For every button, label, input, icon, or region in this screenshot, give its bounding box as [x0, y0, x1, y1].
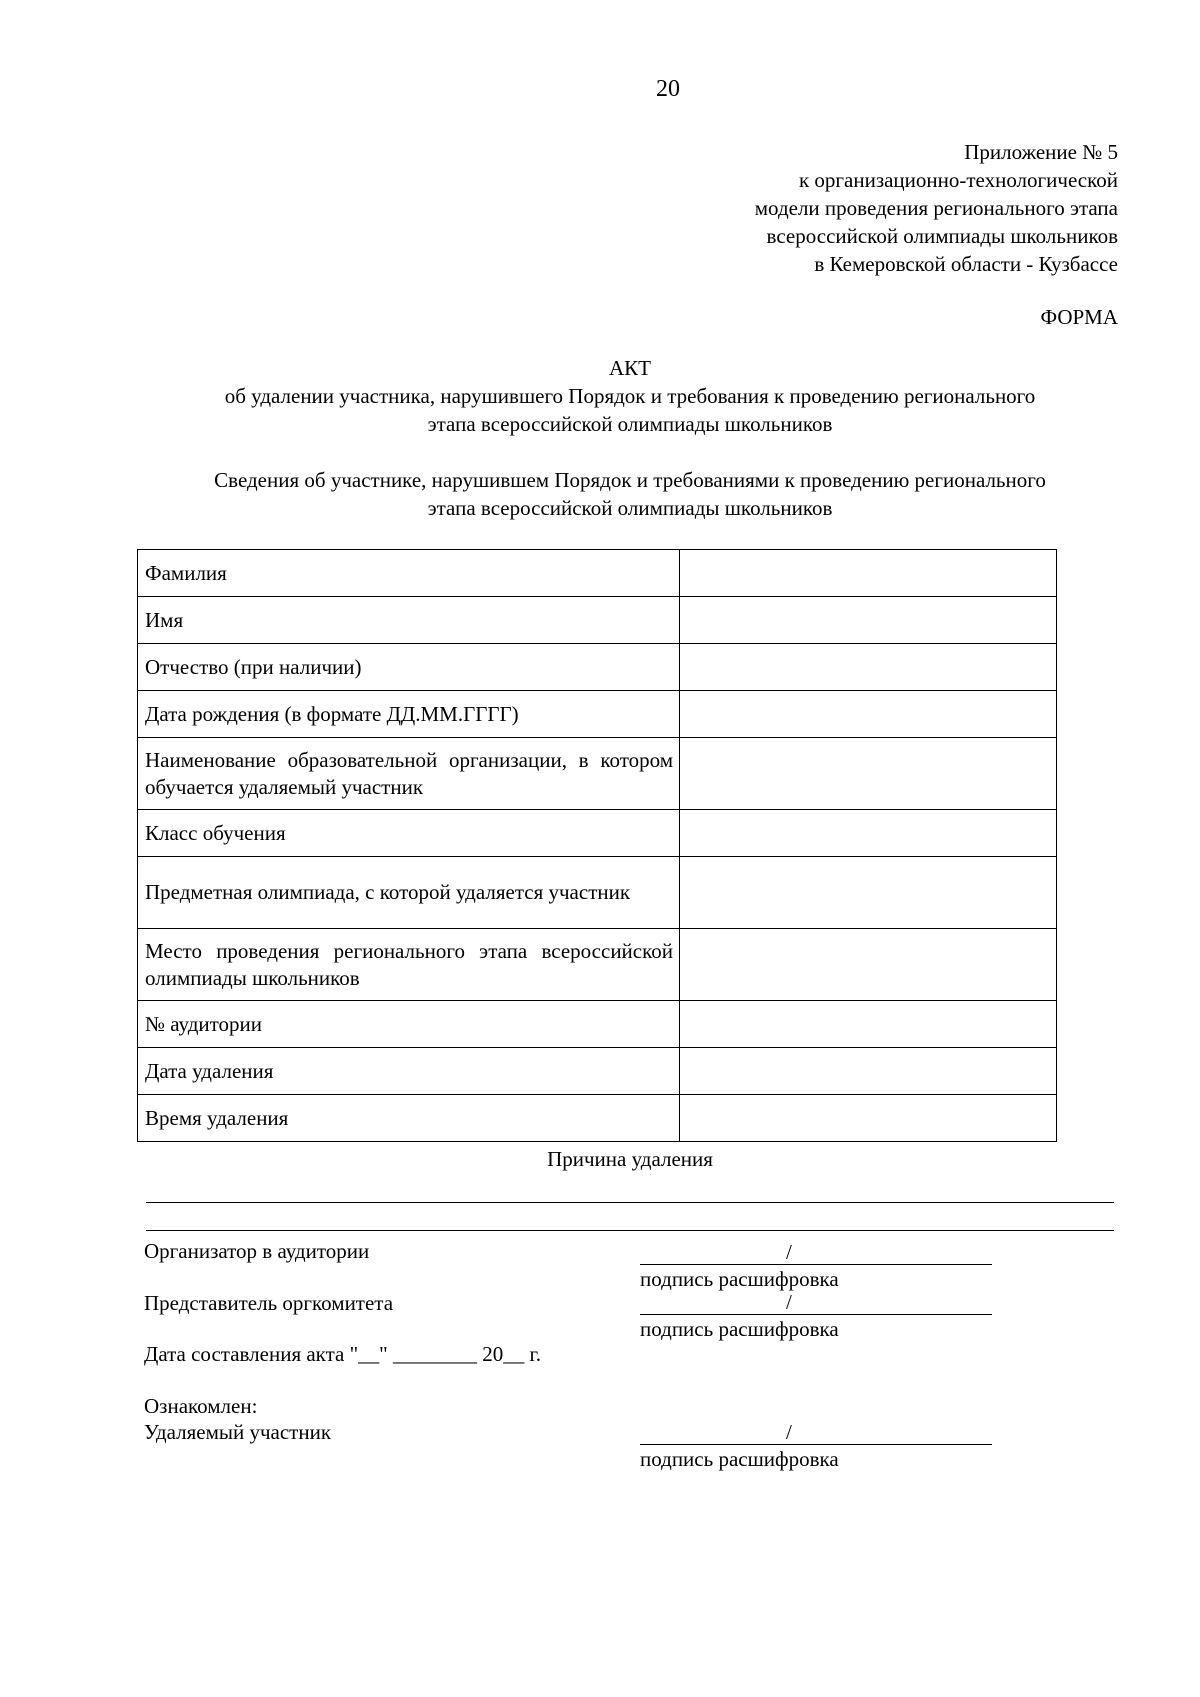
- reason-line[interactable]: [146, 1230, 1114, 1231]
- row-label: Время удаления: [138, 1095, 680, 1142]
- participant-signature-line[interactable]: [640, 1420, 992, 1445]
- committee-label: Представитель оргкомитета: [144, 1291, 394, 1315]
- row-label: Наименование образовательной организации, в котором обучается удаляемый участник: [138, 738, 680, 810]
- form-label: ФОРМА: [1040, 305, 1118, 329]
- organizer-signature-line[interactable]: [640, 1240, 992, 1265]
- appendix-line: к организационно-технологической: [798, 168, 1118, 192]
- appendix-header: [600, 138, 1118, 278]
- row-label: Дата рождения (в формате ДД.ММ.ГГГГ): [138, 691, 680, 738]
- table-row: [138, 644, 1057, 691]
- row-label: Дата удаления: [138, 1048, 680, 1095]
- subtitle-line: этапа всероссийской олимпиады школьников: [427, 496, 833, 520]
- row-label: № аудитории: [138, 1001, 680, 1048]
- appendix-line: всероссийской олимпиады школьников: [766, 224, 1118, 248]
- row-value-cell[interactable]: [680, 691, 1057, 738]
- row-label: Место проведения регионального этапа всероссийской олимпиады школьников: [138, 929, 680, 1001]
- acknowledged-label: Ознакомлен:: [144, 1394, 258, 1418]
- row-label: Отчество (при наличии): [138, 644, 680, 691]
- signature-caption: подпись расшифровка: [640, 1447, 839, 1471]
- title-line: этапа всероссийской олимпиады школьников: [427, 412, 833, 436]
- appendix-line: в Кемеровской области - Кузбассе: [814, 252, 1118, 276]
- table-row: [138, 1095, 1057, 1142]
- signature-caption: подпись расшифровка: [640, 1267, 839, 1291]
- appendix-line: модели проведения регионального этапа: [754, 196, 1118, 220]
- row-value-cell[interactable]: [680, 1048, 1057, 1095]
- table-row: [138, 1001, 1057, 1048]
- row-value-cell[interactable]: [680, 597, 1057, 644]
- row-label: Имя: [138, 597, 680, 644]
- row-label: Предметная олимпиада, с которой удаляется участник: [138, 857, 680, 929]
- signature-slash: /: [786, 1290, 792, 1314]
- row-value-cell[interactable]: [680, 1095, 1057, 1142]
- table-row: [138, 738, 1057, 810]
- row-value-cell[interactable]: [680, 738, 1057, 810]
- signature-caption: подпись расшифровка: [640, 1317, 839, 1341]
- reason-label: Причина удаления: [547, 1147, 713, 1171]
- reason-line[interactable]: [146, 1202, 1114, 1203]
- row-value-cell[interactable]: [680, 857, 1057, 929]
- participant-label: Удаляемый участник: [144, 1420, 332, 1444]
- subtitle-line: Сведения об участнике, нарушившем Порядок и требованиями к проведению регионального: [214, 468, 1046, 492]
- table-row: [138, 929, 1057, 1001]
- row-value-cell[interactable]: [680, 1001, 1057, 1048]
- table-row: [138, 810, 1057, 857]
- row-value-cell[interactable]: [680, 929, 1057, 1001]
- page-number: 20: [656, 76, 680, 102]
- act-title: [130, 354, 1130, 438]
- act-date-label: Дата составления акта "__" ________ 20__ г.: [144, 1342, 541, 1366]
- table-row: [138, 550, 1057, 597]
- row-value-cell[interactable]: [680, 644, 1057, 691]
- participant-info-table: [137, 549, 1057, 1142]
- signature-slash: /: [786, 1240, 792, 1264]
- row-label: Фамилия: [138, 550, 680, 597]
- appendix-line: Приложение № 5: [964, 140, 1118, 164]
- table-row: [138, 597, 1057, 644]
- table-row: [138, 1048, 1057, 1095]
- title-line: об удалении участника, нарушившего Порядок и требования к проведению регионального: [224, 384, 1036, 408]
- row-value-cell[interactable]: [680, 810, 1057, 857]
- title-main: АКТ: [609, 356, 651, 380]
- participant-info-heading: [130, 466, 1130, 522]
- table-row: [138, 857, 1057, 929]
- row-value-cell[interactable]: [680, 550, 1057, 597]
- committee-signature-line[interactable]: [640, 1290, 992, 1315]
- signature-slash: /: [786, 1420, 792, 1444]
- organizer-label: Организатор в аудитории: [144, 1239, 370, 1263]
- table-row: [138, 691, 1057, 738]
- row-label: Класс обучения: [138, 810, 680, 857]
